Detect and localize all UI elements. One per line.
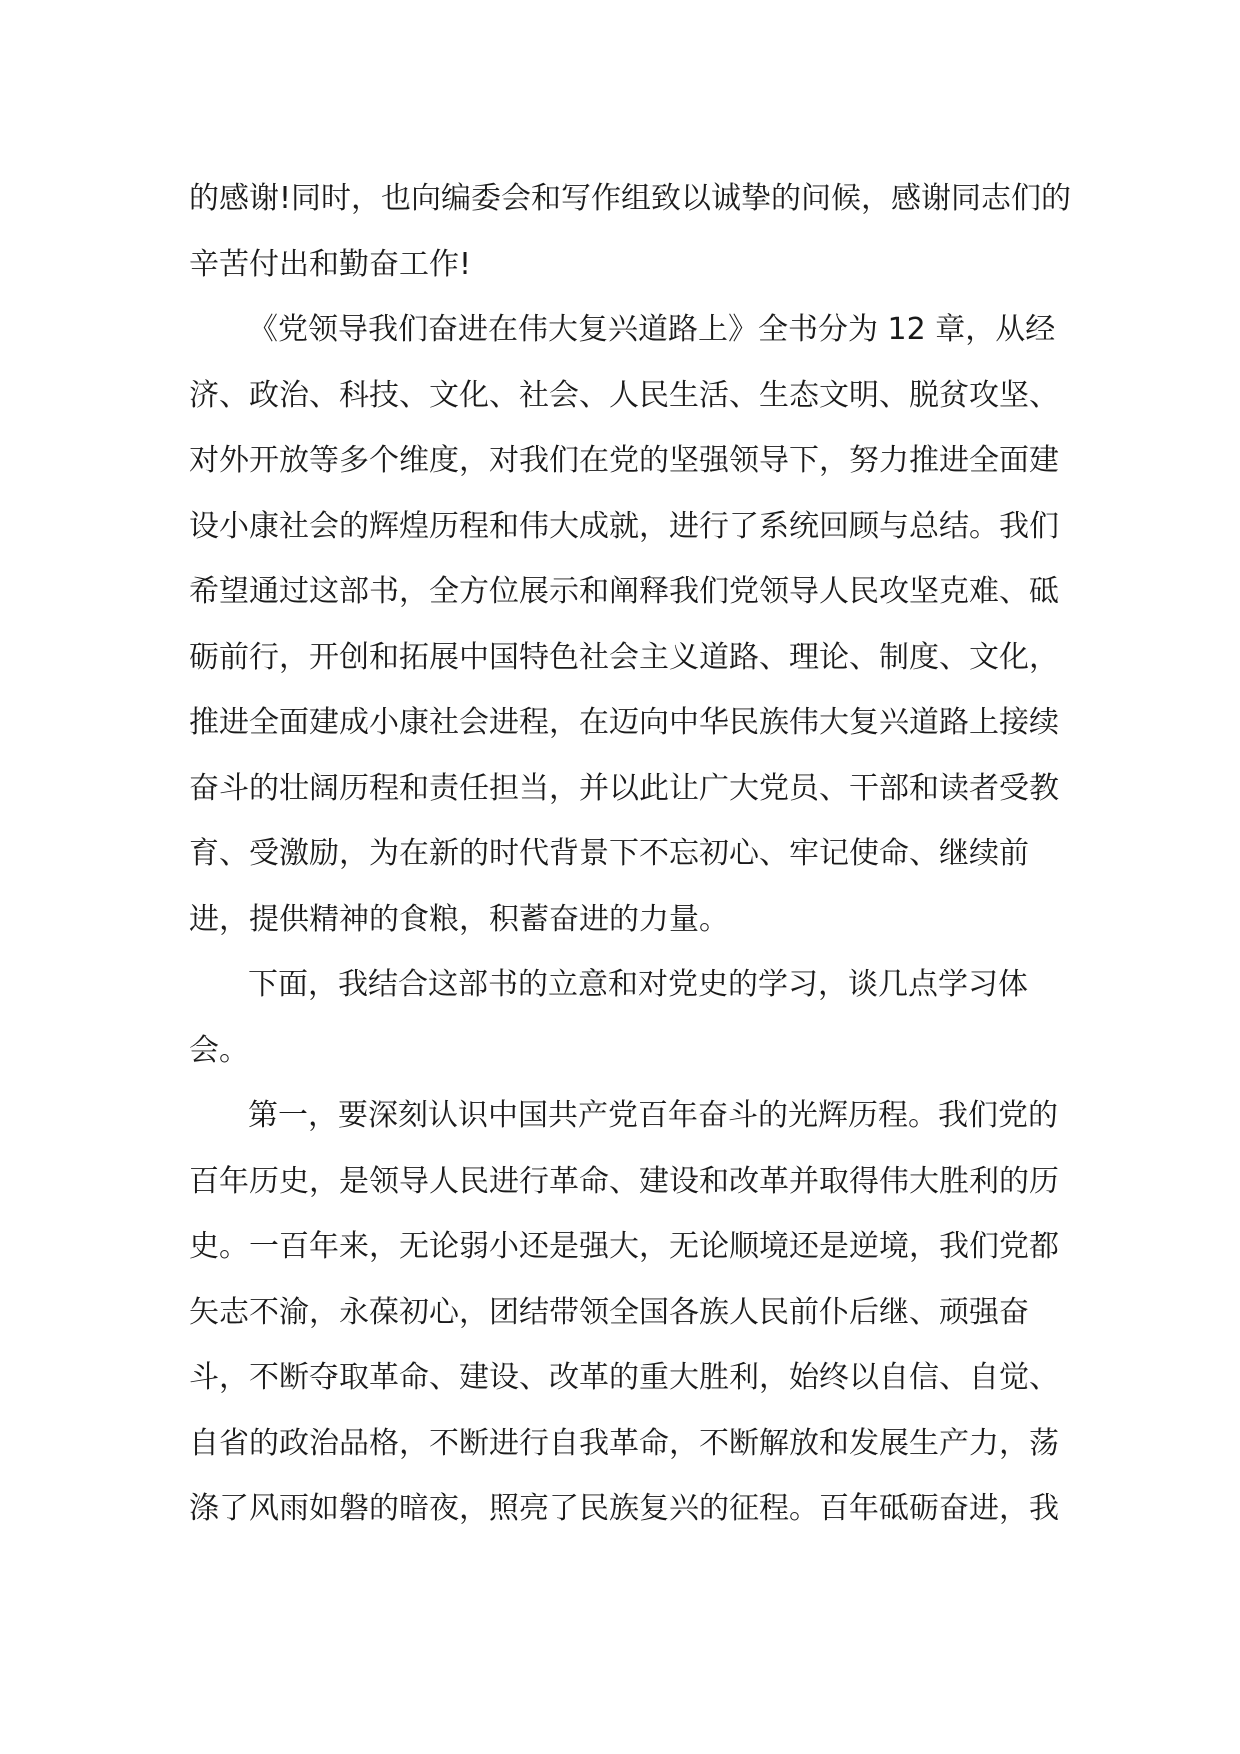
- text-line: 下面，我结合这部书的立意和对党史的学习，谈几点学习体: [248, 967, 1028, 1002]
- text-line: 砺前行，开创和拓展中国特色社会主义道路、理论、制度、文化，: [189, 639, 1059, 675]
- text-line: 设小康社会的辉煌历程和伟大成就，进行了系统回顾与总结。我们: [189, 508, 1059, 544]
- text-line: 的感谢!同时，也向编委会和写作组致以诚挚的问候，感谢同志们的: [189, 181, 1072, 216]
- text-line: 斗，不断夺取革命、建设、改革的重大胜利，始终以自信、自觉、: [189, 1360, 1059, 1395]
- text-line: 济、政治、科技、文化、社会、人民生活、生态文明、脱贫攻坚、: [189, 377, 1059, 413]
- text-line: 涤了风雨如磐的暗夜，照亮了民族复兴的征程。百年砥砺奋进，我: [189, 1491, 1059, 1526]
- text-line: 奋斗的壮阔历程和责任担当，并以此让广大党员、干部和读者受教: [189, 770, 1059, 806]
- text-line: 史。一百年来，无论弱小还是强大，无论顺境还是逆境，我们党都: [189, 1229, 1059, 1264]
- text-line: 希望通过这部书，全方位展示和阐释我们党领导人民攻坚克难、砥: [189, 574, 1059, 609]
- text-line: 《党领导我们奋进在伟大复兴道路上》全书分为 12 章，从经: [248, 312, 1056, 347]
- text-line: 对外开放等多个维度，对我们在党的坚强领导下，努力推进全面建: [189, 443, 1059, 478]
- text-line: 百年历史，是领导人民进行革命、建设和改革并取得伟大胜利的历: [189, 1163, 1059, 1199]
- text-line: 推进全面建成小康社会进程，在迈向中华民族伟大复兴道路上接续: [189, 705, 1059, 740]
- text-line: 会。: [189, 1032, 249, 1068]
- text-line: 辛苦付出和勤奋工作!: [189, 246, 472, 282]
- text-line: 育、受激励，为在新的时代背景下不忘初心、牢记使命、继续前: [189, 836, 1029, 871]
- body-text: [189, 166, 1072, 1542]
- text-line: 矢志不渝，永葆初心，团结带领全国各族人民前仆后继、顽强奋: [189, 1294, 1029, 1330]
- text-line: 进，提供精神的食粮，积蓄奋进的力量。: [189, 901, 729, 937]
- text-line: 自省的政治品格，不断进行自我革命，不断解放和发展生产力，荡: [189, 1425, 1059, 1461]
- text-line: 第一，要深刻认识中国共产党百年奋斗的光辉历程。我们党的: [248, 1098, 1058, 1133]
